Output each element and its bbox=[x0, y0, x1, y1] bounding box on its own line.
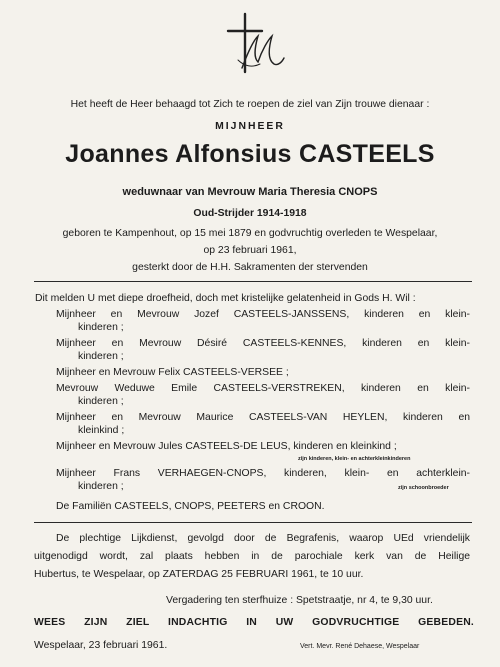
family-line: kinderen ; bbox=[78, 396, 124, 407]
family-line: Mijnheer en Mevrouw Jules CASTEELS-DE LEUS, kinderen en kleinkind ; bbox=[56, 441, 397, 452]
family-line: Mijnheer en Mevrouw Maurice CASTEELS-VAN HEYLEN, kinderen en bbox=[56, 412, 470, 423]
birth-death-line: geboren te Kampenhout, op 15 mei 1879 en godvruchtig overleden te Wespelaar, bbox=[62, 228, 438, 239]
gathering-line: Vergadering ten sterfhuize : Spetstraatje, nr 4, te 9,30 uur. bbox=[166, 595, 433, 606]
family-line: Mijnheer en Mevrouw Jozef CASTEELS-JANSSENS, kinderen en klein- bbox=[56, 309, 470, 320]
divider-top bbox=[34, 281, 472, 282]
family-line: Mijnheer en Mevrouw Felix CASTEELS-VERSEE ; bbox=[56, 367, 289, 378]
prayer-line: WEES ZIJN ZIEL INDACHTIG IN UW GODVRUCHTIGE GEBEDEN. bbox=[34, 617, 474, 628]
intro-line: Het heeft de Heer behaagd tot Zich te roepen de ziel van Zijn trouwe dienaar : bbox=[70, 99, 430, 110]
family-note: zijn schoonbroeder bbox=[398, 485, 449, 491]
deceased-name: Joannes Alfonsius CASTEELS bbox=[65, 140, 435, 168]
place-date: Wespelaar, 23 februari 1961. bbox=[34, 640, 168, 651]
family-line: kinderen ; bbox=[78, 351, 124, 362]
divider-bottom bbox=[34, 522, 472, 523]
printer-credit: Vert. Mevr. René Dehaese, Wespelaar bbox=[300, 643, 420, 650]
family-line: kinderen ; bbox=[78, 481, 124, 492]
family-note: zijn kinderen, klein- en achterkleinkinderen bbox=[298, 456, 411, 462]
family-line: kleinkind ; bbox=[78, 425, 125, 436]
honorific-heading: MIJNHEER bbox=[215, 121, 285, 132]
cross-monogram-icon bbox=[218, 12, 288, 74]
family-line: Mevrouw Weduwe Emile CASTEELS-VERSTREKEN, kinderen en klein- bbox=[56, 383, 470, 394]
family-line: De Familiën CASTEELS, CNOPS, PEETERS en CROON. bbox=[56, 501, 325, 512]
family-line: Mijnheer Frans VERHAEGEN-CNOPS, kinderen, klein- en achterklein- bbox=[56, 468, 470, 479]
family-line: kinderen ; bbox=[78, 322, 124, 333]
service-line: uitgenodigd wordt, zal plaats hebben in de parochiale kerk van de Heilige bbox=[34, 551, 470, 562]
service-line: De plechtige Lijkdienst, gevolgd door de Begrafenis, waarop UEd vriendelijk bbox=[56, 533, 470, 544]
veteran-line: Oud-Strijder 1914-1918 bbox=[193, 208, 307, 219]
sacraments-line: gesterkt door de H.H. Sakramenten der stervenden bbox=[132, 262, 368, 273]
family-line: Mijnheer en Mevrouw Désiré CASTEELS-KENNES, kinderen en klein- bbox=[56, 338, 470, 349]
widower-line: weduwnaar van Mevrouw Maria Theresia CNOPS bbox=[122, 186, 378, 198]
service-line: Hubertus, te Wespelaar, op ZATERDAG 25 FEBRUARI 1961, te 10 uur. bbox=[34, 569, 364, 580]
announcement-line: Dit melden U met diepe droefheid, doch met kristelijke gelatenheid in Gods H. Wil : bbox=[35, 293, 416, 304]
death-date-line: op 23 februari 1961, bbox=[203, 245, 297, 256]
